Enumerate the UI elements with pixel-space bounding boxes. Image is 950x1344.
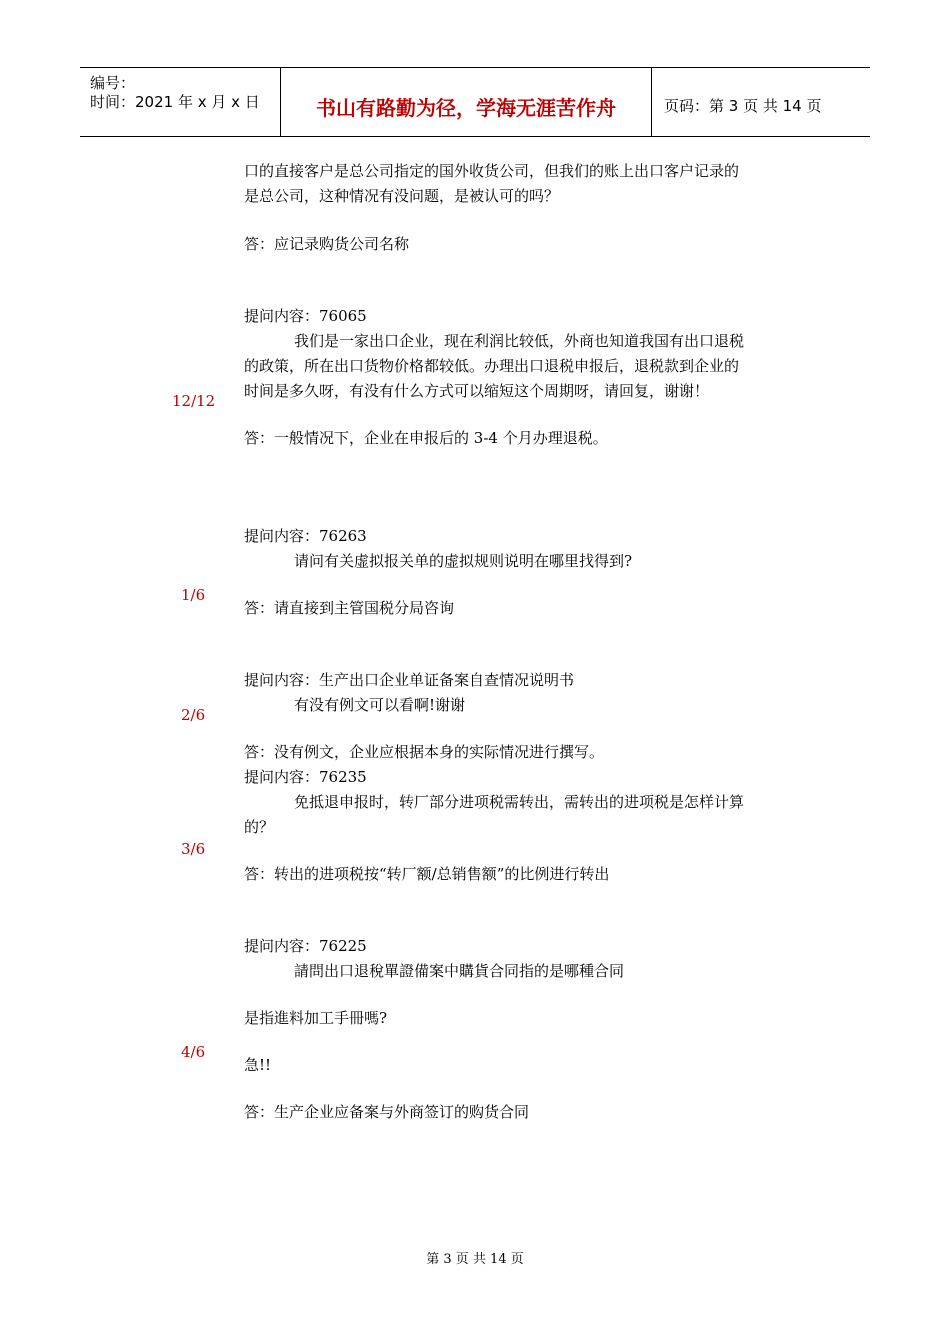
question-title: 提问内容：76065 [244, 307, 367, 325]
page-header [80, 67, 870, 137]
number-label: 编号： [90, 74, 136, 92]
page-marker: 3/6 [181, 840, 206, 858]
answer: 答：应记录购货公司名称 [244, 235, 410, 253]
header-motto-cell [281, 68, 652, 136]
answer: 答：一般情况下，企业在申报后的 3-4 个月办理退税。 [244, 429, 608, 447]
question-title: 提问内容：76235 [244, 768, 367, 786]
answer: 答：生产企业应备案与外商签订的购货合同 [244, 1103, 530, 1121]
question-line: 有没有例文可以看啊!谢谢 [294, 696, 466, 714]
page-code: 页码：第 3 页 共 14 页 [664, 97, 822, 115]
question-line: 我们是一家出口企业，现在利润比较低，外商也知道我国有出口退税 [294, 332, 745, 350]
question-line: 的政策，所在出口货物价格都较低。办理出口退税申报后，退税款到企业的 [244, 357, 740, 375]
question-line: 的？ [244, 818, 275, 836]
question-line: 請問出口退稅單證備案中購貨合同指的是哪種合同 [294, 962, 625, 980]
answer: 答：转出的进项税按“转厂额/总销售额”的比例进行转出 [244, 865, 610, 883]
question-title: 提问内容：76225 [244, 937, 367, 955]
answer: 答：请直接到主管国税分局咨询 [244, 599, 455, 617]
question-line: 急!! [244, 1056, 272, 1074]
page-marker: 4/6 [181, 1043, 206, 1061]
question-line: 免抵退申报时，转厂部分进项税需转出，需转出的进项税是怎样计算 [294, 793, 745, 811]
page-footer: 第 3 页 共 14 页 [426, 1252, 524, 1267]
header-meta-cell [80, 68, 281, 136]
page-marker: 12/12 [172, 392, 216, 410]
question-line: 时间是多久呀，有没有什么方式可以缩短这个周期呀，请回复，谢谢！ [244, 382, 710, 400]
question-title: 提问内容：生产出口企业单证备案自查情况说明书 [244, 671, 575, 689]
answer: 答：没有例文，企业应根据本身的实际情况进行撰写。 [244, 743, 605, 761]
page-marker: 2/6 [181, 706, 206, 724]
page-marker: 1/6 [181, 586, 206, 604]
question-line: 是指進料加工手冊嗎? [244, 1009, 388, 1027]
header-page-cell [652, 68, 870, 136]
time-label: 时间：2021 年 x 月 x 日 [90, 93, 260, 111]
paragraph-line: 是总公司，这种情况有没问题，是被认可的吗？ [244, 187, 560, 205]
motto: 书山有路勤为径，学海无涯苦作舟 [316, 96, 616, 120]
paragraph-line: 口的直接客户是总公司指定的国外收货公司，但我们的账上出口客户记录的 [244, 162, 740, 180]
question-title: 提问内容：76263 [244, 527, 367, 545]
question-line: 请问有关虚拟报关单的虚拟规则说明在哪里找得到? [294, 552, 633, 570]
